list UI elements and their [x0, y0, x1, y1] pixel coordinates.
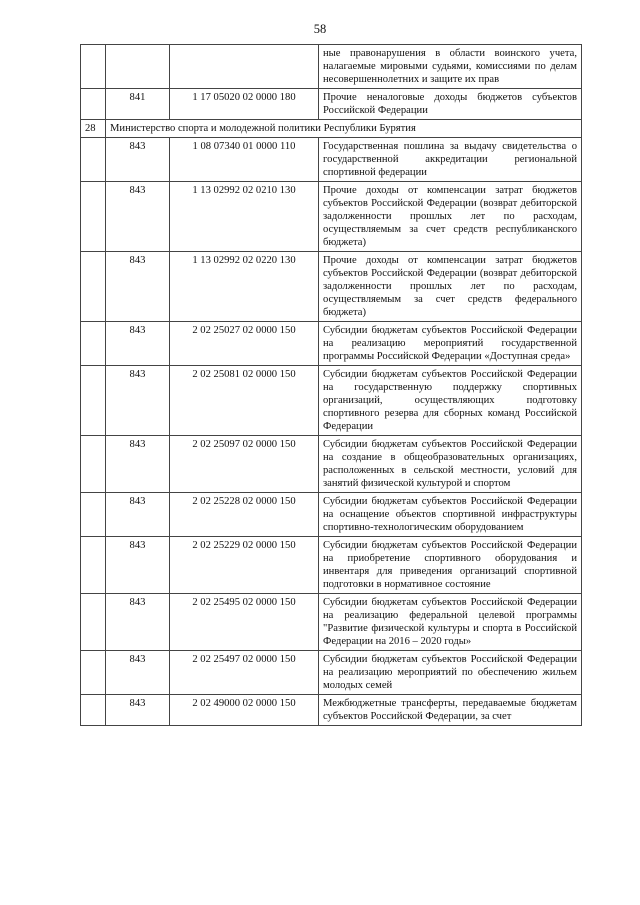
- row-number-cell: [81, 45, 106, 89]
- admin-code-cell: 843: [106, 651, 170, 695]
- ministry-name: Министерство спорта и молодежной политики Республики Бурятия: [106, 120, 582, 138]
- table-row: [81, 182, 582, 252]
- budget-code-cell: 1 13 02992 02 0210 130: [170, 182, 319, 252]
- ministry-row: [81, 120, 582, 138]
- table-row: [81, 436, 582, 493]
- row-number-cell: [81, 594, 106, 651]
- budget-code-cell: [170, 45, 319, 89]
- budget-code-cell: 2 02 25027 02 0000 150: [170, 322, 319, 366]
- table-row: [81, 252, 582, 322]
- admin-code-cell: [106, 45, 170, 89]
- budget-code-cell: 2 02 25495 02 0000 150: [170, 594, 319, 651]
- table-body: [81, 45, 582, 726]
- budget-code-cell: 2 02 49000 02 0000 150: [170, 695, 319, 726]
- table-row: [81, 493, 582, 537]
- row-number-cell: [81, 695, 106, 726]
- revenue-name-cell: ные правонарушения в области воинского учета, налагаемые мировыми судьями, комиссиями по делам несовершеннолетних и защите их прав: [319, 45, 582, 89]
- table-row: [81, 89, 582, 120]
- admin-code-cell: 843: [106, 537, 170, 594]
- row-number-cell: [81, 89, 106, 120]
- table-row: [81, 366, 582, 436]
- revenue-name-cell: Прочие доходы от компенсации затрат бюджетов субъектов Российской Федерации (возврат дебиторской задолженности прошлых лет по расходам, осуществляемым за счет средств республиканского бюджета): [319, 182, 582, 252]
- budget-code-cell: 1 17 05020 02 0000 180: [170, 89, 319, 120]
- admin-code-cell: 843: [106, 252, 170, 322]
- revenue-name-cell: Субсидии бюджетам субъектов Российской Федерации на государственную поддержку спортивных организаций, осуществляющих подготовку спортивного резерва для сборных команд Российской Федерации: [319, 366, 582, 436]
- budget-code-cell: 2 02 25497 02 0000 150: [170, 651, 319, 695]
- table-row: [81, 45, 582, 89]
- table-row: [81, 537, 582, 594]
- budget-code-cell: 2 02 25228 02 0000 150: [170, 493, 319, 537]
- budget-revenue-table: [80, 44, 582, 726]
- revenue-name-cell: Государственная пошлина за выдачу свидетельства о государственной аккредитации региональной спортивной федерации: [319, 138, 582, 182]
- table-row: [81, 138, 582, 182]
- row-number-cell: [81, 366, 106, 436]
- budget-code-cell: 1 08 07340 01 0000 110: [170, 138, 319, 182]
- row-number-cell: [81, 436, 106, 493]
- row-number-cell: [81, 493, 106, 537]
- row-number-cell: [81, 651, 106, 695]
- admin-code-cell: 843: [106, 182, 170, 252]
- admin-code-cell: 843: [106, 366, 170, 436]
- table-row: [81, 695, 582, 726]
- budget-code-cell: 2 02 25081 02 0000 150: [170, 366, 319, 436]
- table-row: [81, 322, 582, 366]
- row-number-cell: [81, 138, 106, 182]
- revenue-name-cell: Субсидии бюджетам субъектов Российской Федерации на создание в общеобразовательных организациях, расположенных в сельской местности, условий для занятий физической культурой и спортом: [319, 436, 582, 493]
- budget-code-cell: 1 13 02992 02 0220 130: [170, 252, 319, 322]
- row-number-cell: [81, 252, 106, 322]
- row-number: 28: [81, 120, 106, 138]
- admin-code-cell: 843: [106, 493, 170, 537]
- row-number-cell: [81, 537, 106, 594]
- admin-code-cell: 843: [106, 436, 170, 493]
- table-row: [81, 651, 582, 695]
- admin-code-cell: 841: [106, 89, 170, 120]
- revenue-name-cell: Субсидии бюджетам субъектов Российской Федерации на приобретение спортивного оборудования и инвентаря для приведения организаций спортивной подготовки в нормативное состояние: [319, 537, 582, 594]
- revenue-name-cell: Прочие доходы от компенсации затрат бюджетов субъектов Российской Федерации (возврат дебиторской задолженности прошлых лет по расходам, осуществляемым за счет средств федерального бюджета): [319, 252, 582, 322]
- admin-code-cell: 843: [106, 322, 170, 366]
- row-number-cell: [81, 322, 106, 366]
- revenue-name-cell: Прочие неналоговые доходы бюджетов субъектов Российской Федерации: [319, 89, 582, 120]
- admin-code-cell: 843: [106, 695, 170, 726]
- budget-code-cell: 2 02 25097 02 0000 150: [170, 436, 319, 493]
- budget-code-cell: 2 02 25229 02 0000 150: [170, 537, 319, 594]
- admin-code-cell: 843: [106, 594, 170, 651]
- table-row: [81, 594, 582, 651]
- revenue-name-cell: Субсидии бюджетам субъектов Российской Федерации на реализацию мероприятий государственной программы Российской Федерации «Доступная среда»: [319, 322, 582, 366]
- revenue-name-cell: Субсидии бюджетам субъектов Российской Федерации на реализацию мероприятий по обеспечению жильем молодых семей: [319, 651, 582, 695]
- revenue-name-cell: Межбюджетные трансферты, передаваемые бюджетам субъектов Российской Федерации, за счет: [319, 695, 582, 726]
- revenue-name-cell: Субсидии бюджетам субъектов Российской Федерации на реализацию федеральной целевой программы "Развитие физической культуры и спорта в Российской Федерации на 2016 – 2020 годы»: [319, 594, 582, 651]
- revenue-name-cell: Субсидии бюджетам субъектов Российской Федерации на оснащение объектов спортивной инфраструктуры спортивно-технологическим оборудованием: [319, 493, 582, 537]
- admin-code-cell: 843: [106, 138, 170, 182]
- page-number: 58: [313, 22, 327, 36]
- row-number-cell: [81, 182, 106, 252]
